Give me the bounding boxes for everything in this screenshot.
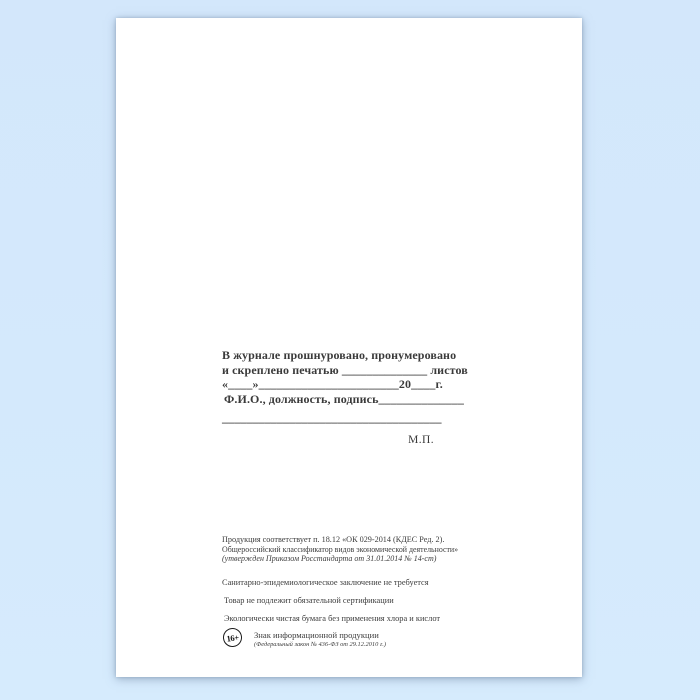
ecology-statement: Экологически чистая бумага без применения хлора и кислот <box>224 614 441 623</box>
age-mark-title: Знак информационной продукции <box>254 630 379 640</box>
age-mark-text <box>254 628 386 648</box>
age-16-plus-icon: 16+ <box>222 627 243 648</box>
binding-statement-block <box>222 348 468 446</box>
binding-line-1: В журнале прошнуровано, пронумеровано <box>222 348 457 362</box>
compliance-statement <box>222 535 458 564</box>
age-mark-law-reference: (Федеральный закон № 436-ФЗ от 29.12.2010 г.) <box>254 640 387 648</box>
stamp-place-label: М.П. <box>408 433 434 446</box>
sanitary-statement: Санитарно-эпидемиологическое заключение не требуется <box>222 578 429 587</box>
document-page <box>116 18 582 677</box>
binding-line-2: и скреплено печатью ______________ листов <box>222 362 468 377</box>
compliance-line-3: (утвержден Приказом Росстандарта от 31.01.2014 № 14-ст) <box>222 554 437 564</box>
binding-line-3: «____»_______________________20____г. <box>222 377 443 391</box>
compliance-line-1: Продукция соответствует п. 18.12 «ОК 029-2014 (КДЕС Ред. 2). <box>222 535 445 544</box>
age-mark-row <box>223 628 386 648</box>
compliance-line-2: Общероссийский классификатор видов экономической деятельности» <box>222 544 459 554</box>
binding-line-4: Ф.И.О., должность, подпись______________ <box>224 391 464 406</box>
binding-signature-underline: ____________________________________ <box>222 411 442 425</box>
certification-statement: Товар не подлежит обязательной сертификации <box>224 596 394 605</box>
